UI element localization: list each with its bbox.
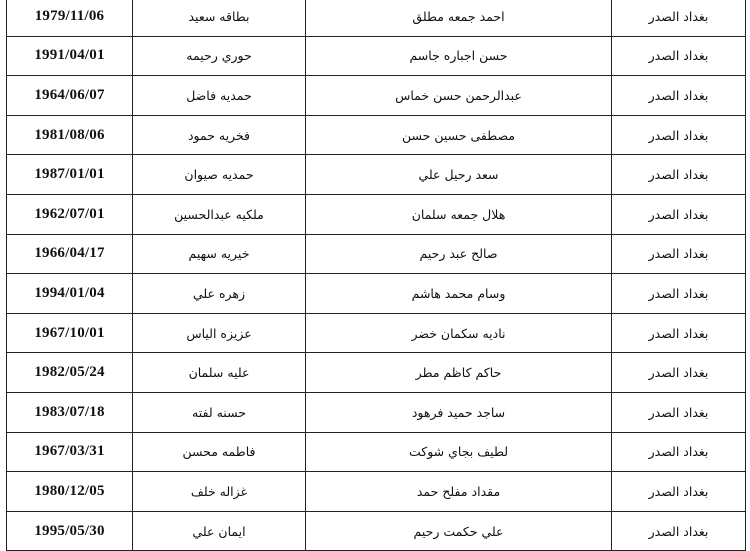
full-name-cell: علي حكمت رحيم [306, 511, 612, 551]
full-name-cell: عبدالرحمن حسن خماس [306, 76, 612, 116]
birth-date-cell: 1962/07/01 [7, 194, 133, 234]
mother-name-cell: خيريه سهيم [133, 234, 306, 274]
records-table-body [7, 0, 746, 551]
full-name-cell: لطيف بجاي شوكت [306, 432, 612, 472]
table-row [7, 313, 746, 353]
mother-name-cell: حسنه لفته [133, 392, 306, 432]
records-table [6, 0, 746, 551]
mother-name-cell: فاطمه محسن [133, 432, 306, 472]
table-row [7, 36, 746, 76]
area-cell: بغداد الصدر [612, 511, 746, 551]
mother-name-cell: غزاله خلف [133, 472, 306, 512]
mother-name-cell: عزيزه الياس [133, 313, 306, 353]
table-row [7, 432, 746, 472]
full-name-cell: وسام محمد هاشم [306, 274, 612, 314]
birth-date-cell: 1983/07/18 [7, 392, 133, 432]
mother-name-cell: عليه سلمان [133, 353, 306, 393]
full-name-cell: حاكم كاظم مطر [306, 353, 612, 393]
table-row [7, 511, 746, 551]
full-name-cell: ساجد حميد فرهود [306, 392, 612, 432]
table-row [7, 234, 746, 274]
area-cell: بغداد الصدر [612, 194, 746, 234]
mother-name-cell: بطاقه سعيد [133, 0, 306, 36]
mother-name-cell: فخريه حمود [133, 115, 306, 155]
table-row [7, 76, 746, 116]
mother-name-cell: حمديه صيوان [133, 155, 306, 195]
full-name-cell: مقداد مفلح حمد [306, 472, 612, 512]
area-cell: بغداد الصدر [612, 234, 746, 274]
birth-date-cell: 1964/06/07 [7, 76, 133, 116]
table-row [7, 274, 746, 314]
full-name-cell: احمد جمعه مطلق [306, 0, 612, 36]
table-row [7, 392, 746, 432]
area-cell: بغداد الصدر [612, 36, 746, 76]
birth-date-cell: 1995/05/30 [7, 511, 133, 551]
table-row [7, 194, 746, 234]
full-name-cell: ناديه سكمان خضر [306, 313, 612, 353]
area-cell: بغداد الصدر [612, 0, 746, 36]
area-cell: بغداد الصدر [612, 353, 746, 393]
birth-date-cell: 1991/04/01 [7, 36, 133, 76]
table-row [7, 155, 746, 195]
birth-date-cell: 1980/12/05 [7, 472, 133, 512]
full-name-cell: صالح عبد رحيم [306, 234, 612, 274]
table-row [7, 115, 746, 155]
full-name-cell: سعد رحيل علي [306, 155, 612, 195]
full-name-cell: حسن اجباره جاسم [306, 36, 612, 76]
mother-name-cell: حوري رحيمه [133, 36, 306, 76]
area-cell: بغداد الصدر [612, 274, 746, 314]
birth-date-cell: 1982/05/24 [7, 353, 133, 393]
mother-name-cell: زهره علي [133, 274, 306, 314]
birth-date-cell: 1981/08/06 [7, 115, 133, 155]
birth-date-cell: 1979/11/06 [7, 0, 133, 36]
area-cell: بغداد الصدر [612, 313, 746, 353]
table-row [7, 0, 746, 36]
birth-date-cell: 1966/04/17 [7, 234, 133, 274]
area-cell: بغداد الصدر [612, 392, 746, 432]
area-cell: بغداد الصدر [612, 432, 746, 472]
area-cell: بغداد الصدر [612, 115, 746, 155]
birth-date-cell: 1994/01/04 [7, 274, 133, 314]
mother-name-cell: ملكيه عبدالحسين [133, 194, 306, 234]
full-name-cell: هلال جمعه سلمان [306, 194, 612, 234]
area-cell: بغداد الصدر [612, 155, 746, 195]
mother-name-cell: ايمان علي [133, 511, 306, 551]
area-cell: بغداد الصدر [612, 472, 746, 512]
birth-date-cell: 1987/01/01 [7, 155, 133, 195]
table-row [7, 472, 746, 512]
table-row [7, 353, 746, 393]
area-cell: بغداد الصدر [612, 76, 746, 116]
birth-date-cell: 1967/10/01 [7, 313, 133, 353]
full-name-cell: مصطفى حسين حسن [306, 115, 612, 155]
mother-name-cell: حمديه فاضل [133, 76, 306, 116]
birth-date-cell: 1967/03/31 [7, 432, 133, 472]
